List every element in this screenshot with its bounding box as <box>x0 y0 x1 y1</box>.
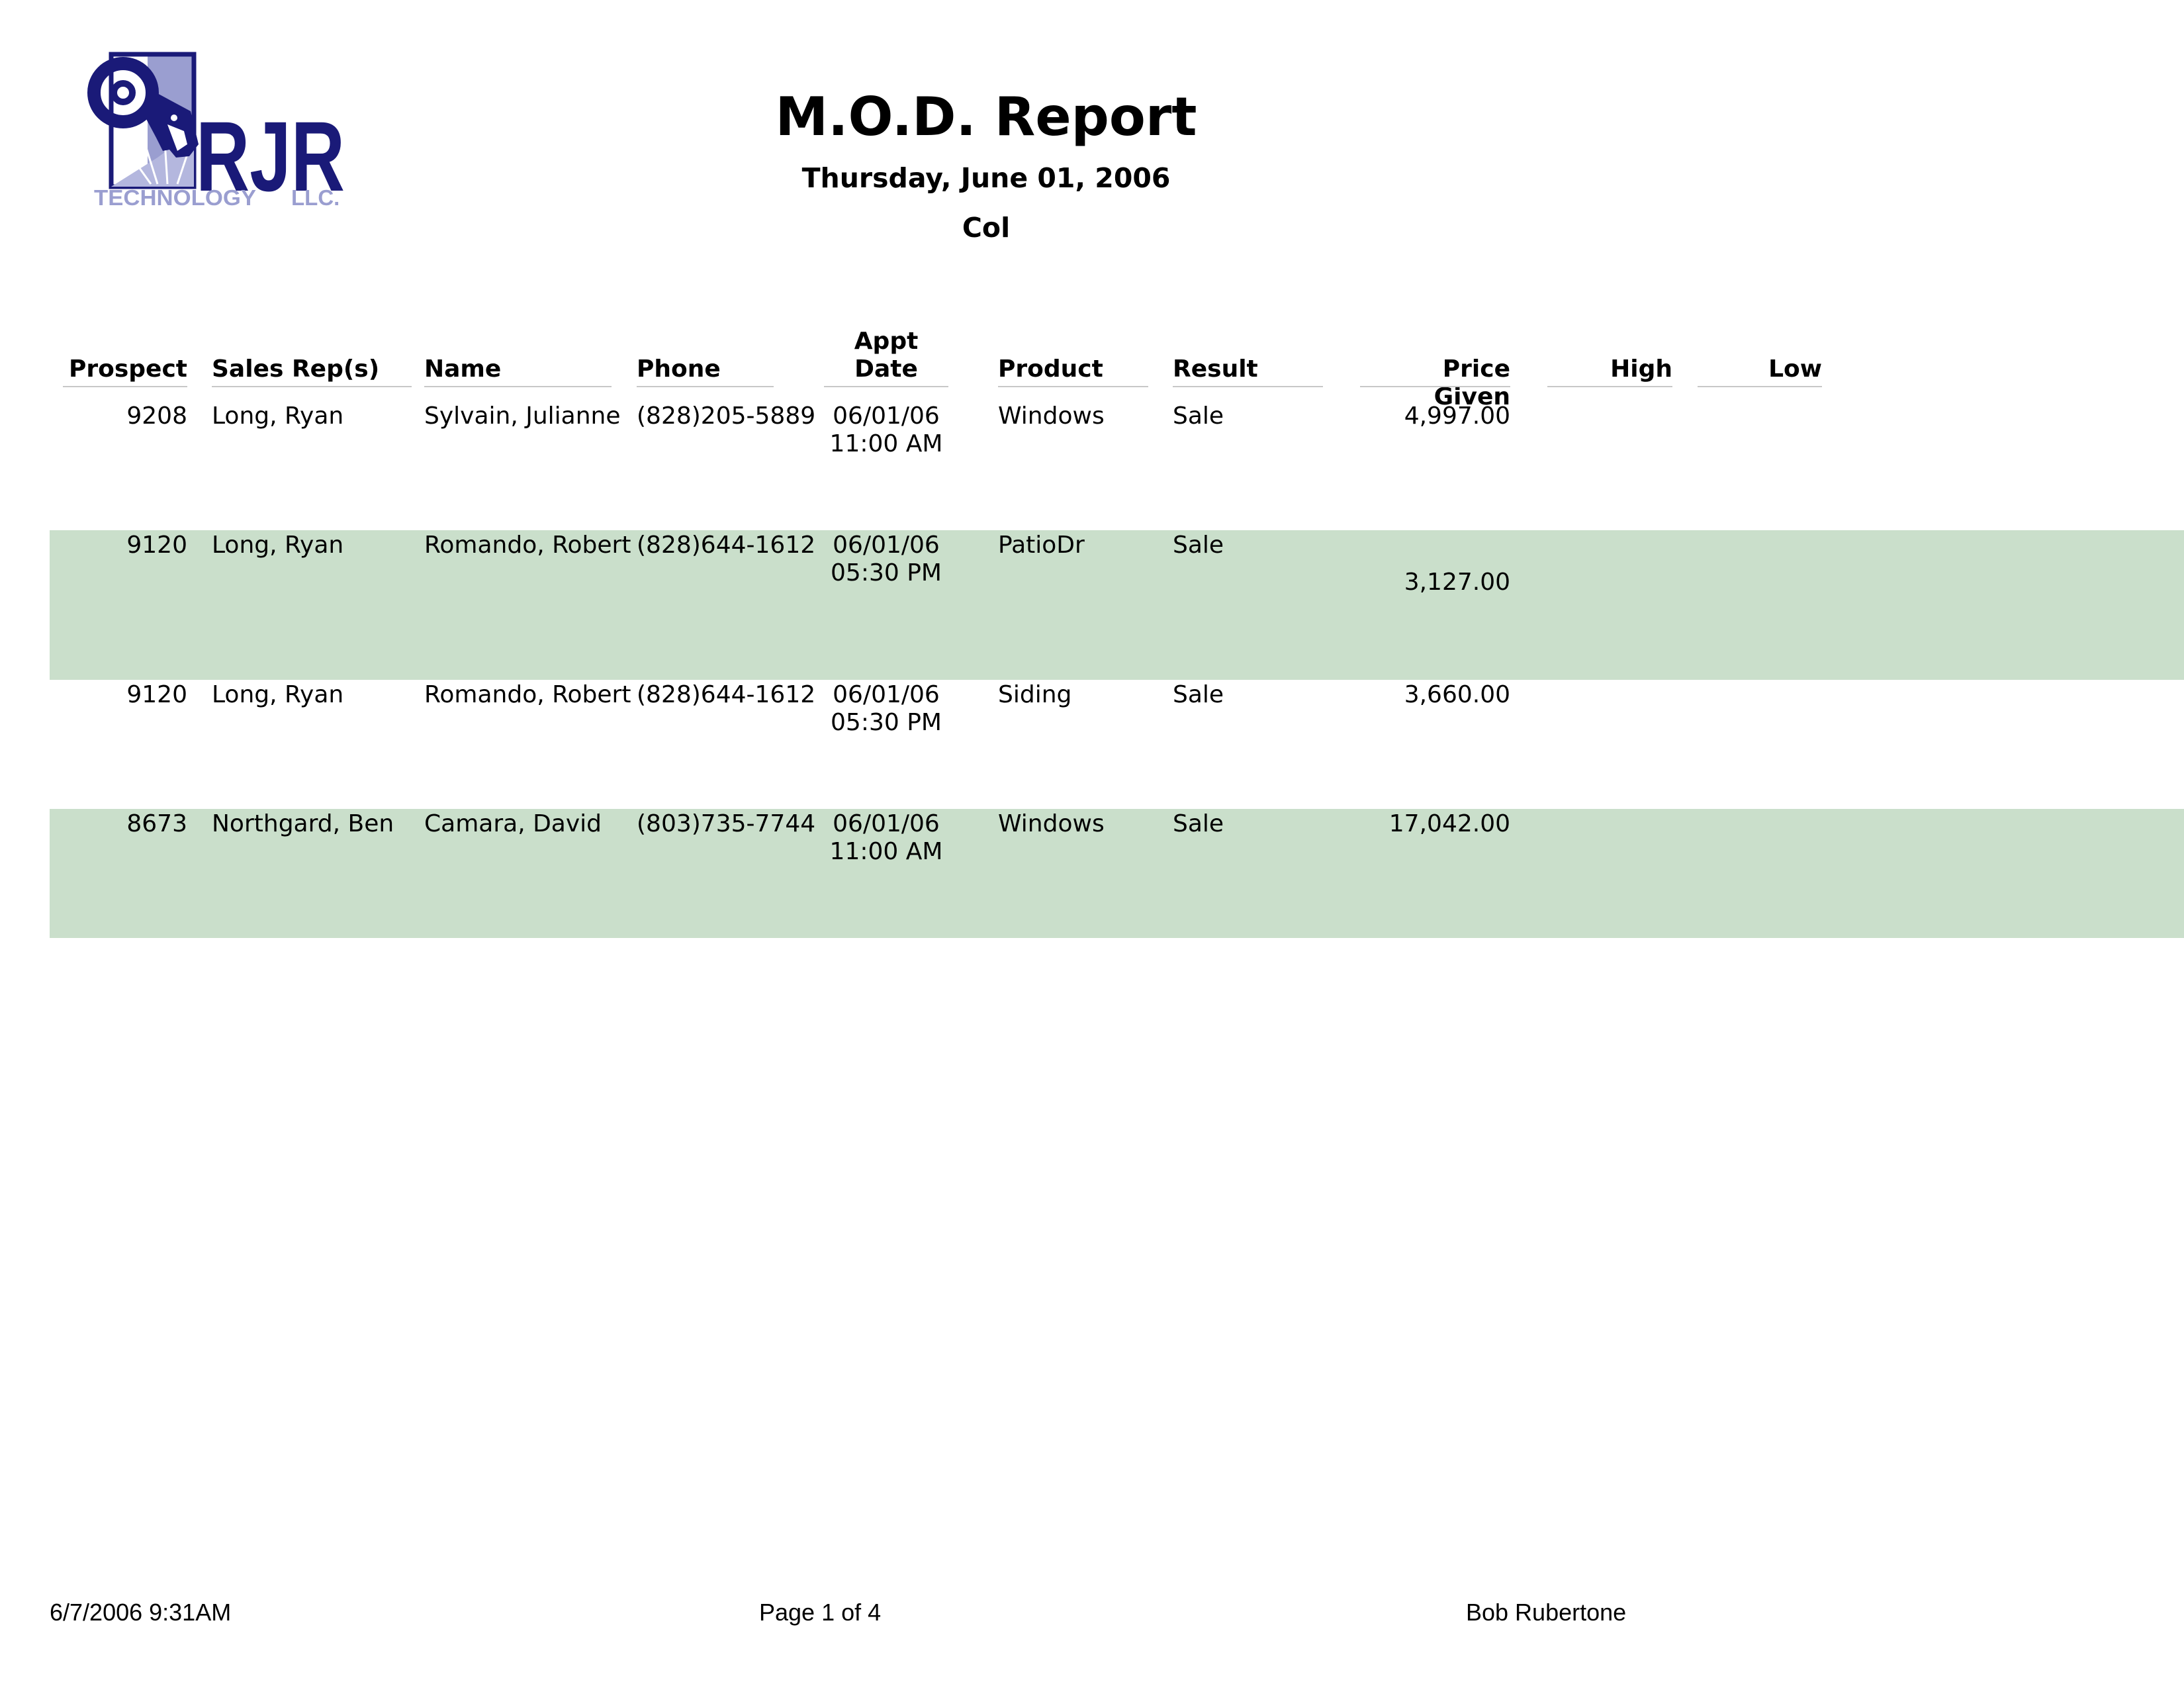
col-header-sales-reps: Sales Rep(s) <box>212 355 380 383</box>
header-rule <box>424 386 612 387</box>
logo-brand-text: RJR <box>196 101 345 212</box>
sales-rep-cell: Northgard, Ben <box>212 810 394 837</box>
header-rule <box>1360 386 1510 387</box>
col-header-prospect: Prospect <box>68 355 187 383</box>
name-cell: Camara, David <box>424 810 602 837</box>
header-rule <box>63 386 187 387</box>
footer-printed-timestamp: 6/7/2006 9:31AM <box>50 1599 232 1626</box>
product-cell: PatioDr <box>998 532 1085 559</box>
report-subtitle: Col <box>962 212 1011 244</box>
col-header-price-given: Price Given <box>1433 355 1510 410</box>
appt-time-cell: 05:30 PM <box>831 559 942 586</box>
col-header-name: Name <box>424 355 502 383</box>
result-cell: Sale <box>1173 681 1224 708</box>
result-cell: Sale <box>1173 532 1224 559</box>
prospect-cell: 9120 <box>126 532 187 559</box>
col-header-phone: Phone <box>637 355 721 383</box>
row-band <box>50 530 2184 680</box>
prospect-cell: 9120 <box>126 681 187 708</box>
appt-time-cell: 11:00 AM <box>829 430 943 457</box>
header-rule <box>998 386 1148 387</box>
header-rule <box>1547 386 1672 387</box>
appt-time-cell: 05:30 PM <box>831 709 942 736</box>
col-header-appt: Appt <box>854 328 919 355</box>
product-cell: Siding <box>998 681 1072 708</box>
product-cell: Windows <box>998 402 1105 430</box>
appt-date-cell: 06/01/06 <box>833 681 940 708</box>
col-header-high: High <box>1610 355 1672 383</box>
footer-page-number: Page 1 of 4 <box>759 1599 882 1626</box>
header-rule <box>1173 386 1323 387</box>
price-given-cell: 3,660.00 <box>1404 681 1510 708</box>
logo-tagline-technology: TECHNOLOGY <box>94 185 256 210</box>
phone-cell: (828)644-1612 <box>637 681 816 708</box>
appt-date-cell: 06/01/06 <box>833 402 940 430</box>
sales-rep-cell: Long, Ryan <box>212 402 344 430</box>
header-rule <box>637 386 774 387</box>
logo-tagline-llc: LLC. <box>291 185 340 210</box>
price-given-cell: 4,997.00 <box>1404 402 1510 430</box>
name-cell: Romando, Robert <box>424 532 631 559</box>
sales-rep-cell: Long, Ryan <box>212 532 344 559</box>
product-cell: Windows <box>998 810 1105 837</box>
phone-cell: (828)644-1612 <box>637 532 816 559</box>
phone-cell: (803)735-7744 <box>637 810 816 837</box>
report-title: M.O.D. Report <box>775 86 1197 148</box>
col-header-product: Product <box>998 355 1103 383</box>
sales-rep-cell: Long, Ryan <box>212 681 344 708</box>
price-given-cell: 17,042.00 <box>1388 810 1510 837</box>
phone-cell: (828)205-5889 <box>637 402 816 430</box>
appt-date-cell: 06/01/06 <box>833 532 940 559</box>
name-cell: Sylvain, Julianne <box>424 402 621 430</box>
col-header-low: Low <box>1768 355 1822 383</box>
result-cell: Sale <box>1173 402 1224 430</box>
header-rule <box>824 386 948 387</box>
header-rule <box>1698 386 1822 387</box>
report-date: Thursday, June 01, 2006 <box>801 162 1171 194</box>
name-cell: Romando, Robert <box>424 681 631 708</box>
footer-user-name: Bob Rubertone <box>1466 1599 1627 1626</box>
col-header-date: Date <box>854 355 918 383</box>
prospect-cell: 9208 <box>126 402 187 430</box>
appt-date-cell: 06/01/06 <box>833 810 940 837</box>
price-given-cell: 3,127.00 <box>1404 569 1510 596</box>
header-rule <box>212 386 412 387</box>
result-cell: Sale <box>1173 810 1224 837</box>
prospect-cell: 8673 <box>126 810 187 837</box>
appt-time-cell: 11:00 AM <box>829 838 943 865</box>
col-header-result: Result <box>1173 355 1258 383</box>
